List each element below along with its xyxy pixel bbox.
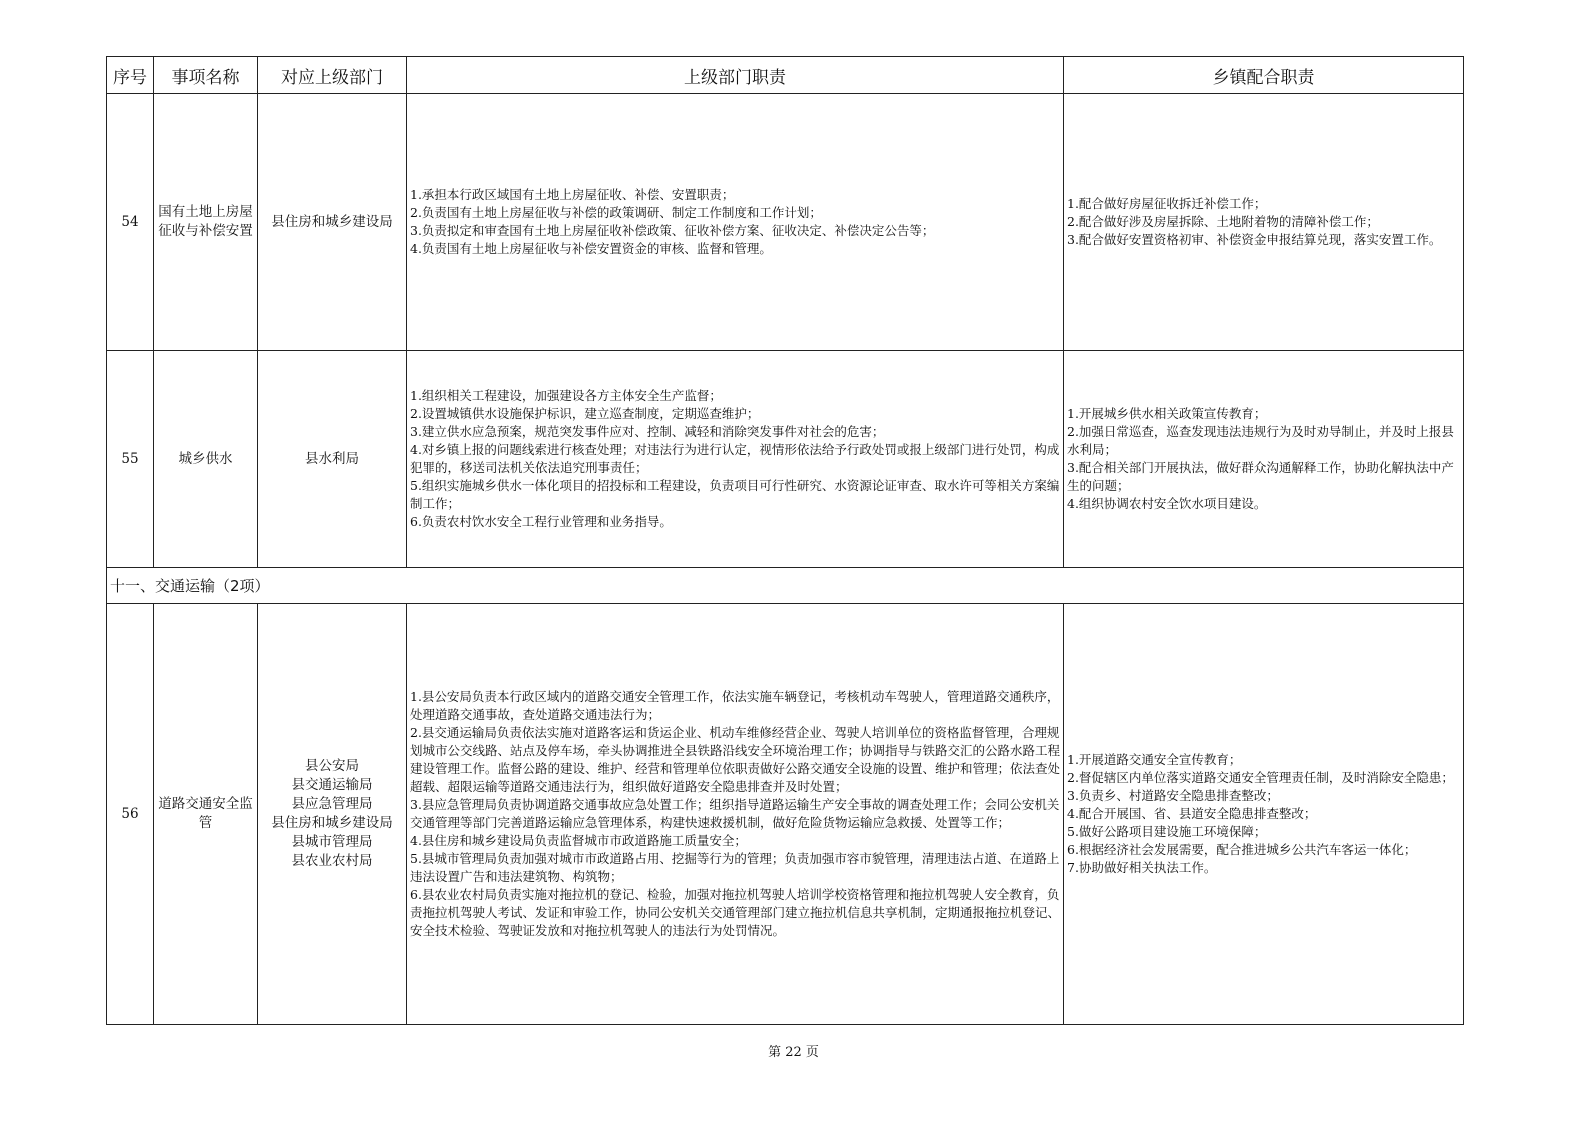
duty-line: 6.负责农村饮水安全工程行业管理和业务指导。 bbox=[410, 514, 672, 529]
section-row bbox=[107, 568, 1464, 604]
duty-line: 5.做好公路项目建设施工环境保障； bbox=[1067, 824, 1267, 839]
row-town-duty bbox=[1064, 94, 1464, 351]
row-item-name: 道路交通安全监管 bbox=[154, 604, 258, 1025]
duty-line: 4.对乡镇上报的问题线索进行核查处理；对违法行为进行认定，视情形依法给予行政处罚或报上级部门进行处罚，构成犯罪的，移送司法机关依法追究刑事责任； bbox=[410, 442, 1060, 475]
dept-line: 县公安局 bbox=[305, 758, 359, 774]
duty-line: 1.开展城乡供水相关政策宣传教育； bbox=[1067, 406, 1267, 421]
duty-line: 1.配合做好房屋征收拆迁补偿工作； bbox=[1067, 196, 1267, 211]
row-no: 56 bbox=[107, 604, 154, 1025]
header-dept: 对应上级部门 bbox=[258, 57, 407, 94]
dept-line: 县农业农村局 bbox=[291, 853, 373, 869]
duty-table bbox=[106, 56, 1464, 1025]
header-no: 序号 bbox=[107, 57, 154, 94]
header-upper-duty: 上级部门职责 bbox=[407, 57, 1064, 94]
row-upper-duty bbox=[407, 94, 1064, 351]
duty-line: 2.加强日常巡查，巡查发现违法违规行为及时劝导制止，并及时上报县水利局； bbox=[1067, 424, 1454, 457]
header-town-duty: 乡镇配合职责 bbox=[1064, 57, 1464, 94]
row-upper-duty bbox=[407, 351, 1064, 568]
dept-line: 县水利局 bbox=[305, 450, 359, 467]
row-item-name: 城乡供水 bbox=[154, 351, 258, 568]
dept-line: 县应急管理局 bbox=[291, 796, 373, 812]
row-no: 54 bbox=[107, 94, 154, 351]
duty-line: 2.负责国有土地上房屋征收与补偿的政策调研、制定工作制度和工作计划； bbox=[410, 205, 822, 220]
duty-line: 6.根据经济社会发展需要，配合推进城乡公共汽车客运一体化； bbox=[1067, 842, 1417, 857]
duty-line: 1.承担本行政区域国有土地上房屋征收、补偿、安置职责； bbox=[410, 187, 735, 202]
duty-line: 3.负责拟定和审查国有土地上房屋征收补偿政策、征收补偿方案、征收决定、补偿决定公告等； bbox=[410, 223, 935, 238]
row-no: 55 bbox=[107, 351, 154, 568]
table-row bbox=[107, 351, 1464, 568]
duty-line: 2.配合做好涉及房屋拆除、土地附着物的清障补偿工作； bbox=[1067, 214, 1379, 229]
duty-line: 4.组织协调农村安全饮水项目建设。 bbox=[1067, 496, 1267, 511]
duty-line: 1.组织相关工程建设，加强建设各方主体安全生产监督； bbox=[410, 388, 722, 403]
table-row bbox=[107, 604, 1464, 1025]
duty-line: 2.县交通运输局负责依法实施对道路客运和货运企业、机动车维修经营企业、驾驶人培训单位的资格监督管理，合理规划城市公交线路、站点及停车场，牵头协调推进全县铁路沿线安全环境治理工作；协调指导与铁路交汇的公路水路工程建设管理工作。监督公路的建设、维护、经营和管理单位依职责做好公路交通安全设施的设置、维护和管理；依法查处超载、超限运输等道路交通违法行为，组织做好道路安全隐患排查并及时处置； bbox=[410, 725, 1061, 794]
dept-line: 县住房和城乡建设局 bbox=[271, 815, 393, 831]
duty-line: 3.县应急管理局负责协调道路交通事故应急处置工作；组织指导道路运输生产安全事故的调查处理工作；会同公安机关交通管理等部门完善道路运输应急管理体系，构建快速救援机制，做好危险货物运输应急救援、处置等工作； bbox=[410, 797, 1060, 830]
duty-line: 4.县住房和城乡建设局负责监督城市市政道路施工质量安全； bbox=[410, 833, 747, 848]
duty-line: 3.建立供水应急预案，规范突发事件应对、控制、减轻和消除突发事件对社会的危害； bbox=[410, 424, 885, 439]
row-town-duty bbox=[1064, 604, 1464, 1025]
table-row bbox=[107, 94, 1464, 351]
row-upper-duty bbox=[407, 604, 1064, 1025]
duty-line: 3.负责乡、村道路安全隐患排查整改； bbox=[1067, 788, 1279, 803]
duty-line: 6.县农业农村局负责实施对拖拉机的登记、检验，加强对拖拉机驾驶人培训学校资格管理和拖拉机驾驶人安全教育，负责拖拉机驾驶人考试、发证和审验工作，协同公安机关交通管理部门建立拖拉机信息共享机制，定期通报拖拉机登记、安全技术检验、驾驶证发放和对拖拉机驾驶人的违法行为处罚情况。 bbox=[410, 887, 1061, 938]
dept-line: 县住房和城乡建设局 bbox=[271, 213, 393, 230]
duty-line: 3.配合相关部门开展执法，做好群众沟通解释工作，协助化解执法中产生的问题； bbox=[1067, 460, 1454, 493]
duty-line: 4.配合开展国、省、县道安全隐患排查整改； bbox=[1067, 806, 1317, 821]
row-dept bbox=[258, 604, 407, 1025]
duty-line: 2.督促辖区内单位落实道路交通安全管理责任制，及时消除安全隐患； bbox=[1067, 770, 1454, 785]
section-title: 十一、交通运输（2项） bbox=[107, 568, 1464, 604]
row-town-duty bbox=[1064, 351, 1464, 568]
duty-line: 1.开展道路交通安全宣传教育； bbox=[1067, 752, 1242, 767]
duty-line: 7.协助做好相关执法工作。 bbox=[1067, 860, 1217, 875]
dept-line: 县城市管理局 bbox=[291, 834, 373, 850]
duty-line: 1.县公安局负责本行政区域内的道路交通安全管理工作，依法实施车辆登记，考核机动车驾驶人，管理道路交通秩序，处理道路交通事故，查处道路交通违法行为； bbox=[410, 689, 1060, 722]
duty-line: 2.设置城镇供水设施保护标识，建立巡查制度，定期巡查维护； bbox=[410, 406, 760, 421]
page-number: 第 22 页 bbox=[768, 1045, 819, 1060]
dept-line: 县交通运输局 bbox=[291, 777, 373, 793]
table-header-row bbox=[107, 57, 1464, 94]
row-dept bbox=[258, 351, 407, 568]
row-dept bbox=[258, 94, 407, 351]
duty-table-sheet bbox=[106, 56, 1463, 1025]
duty-line: 3.配合做好安置资格初审、补偿资金申报结算兑现，落实安置工作。 bbox=[1067, 232, 1442, 247]
row-item-name: 国有土地上房屋征收与补偿安置 bbox=[154, 94, 258, 351]
header-item-name: 事项名称 bbox=[154, 57, 258, 94]
duty-line: 4.负责国有土地上房屋征收与补偿安置资金的审核、监督和管理。 bbox=[410, 241, 772, 256]
duty-line: 5.组织实施城乡供水一体化项目的招投标和工程建设，负责项目可行性研究、水资源论证审查、取水许可等相关方案编制工作； bbox=[410, 478, 1060, 511]
duty-line: 5.县城市管理局负责加强对城市市政道路占用、挖掘等行为的管理；负责加强市容市貌管理，清理违法占道、在道路上违法设置广告和违法建筑物、构筑物； bbox=[410, 851, 1060, 884]
